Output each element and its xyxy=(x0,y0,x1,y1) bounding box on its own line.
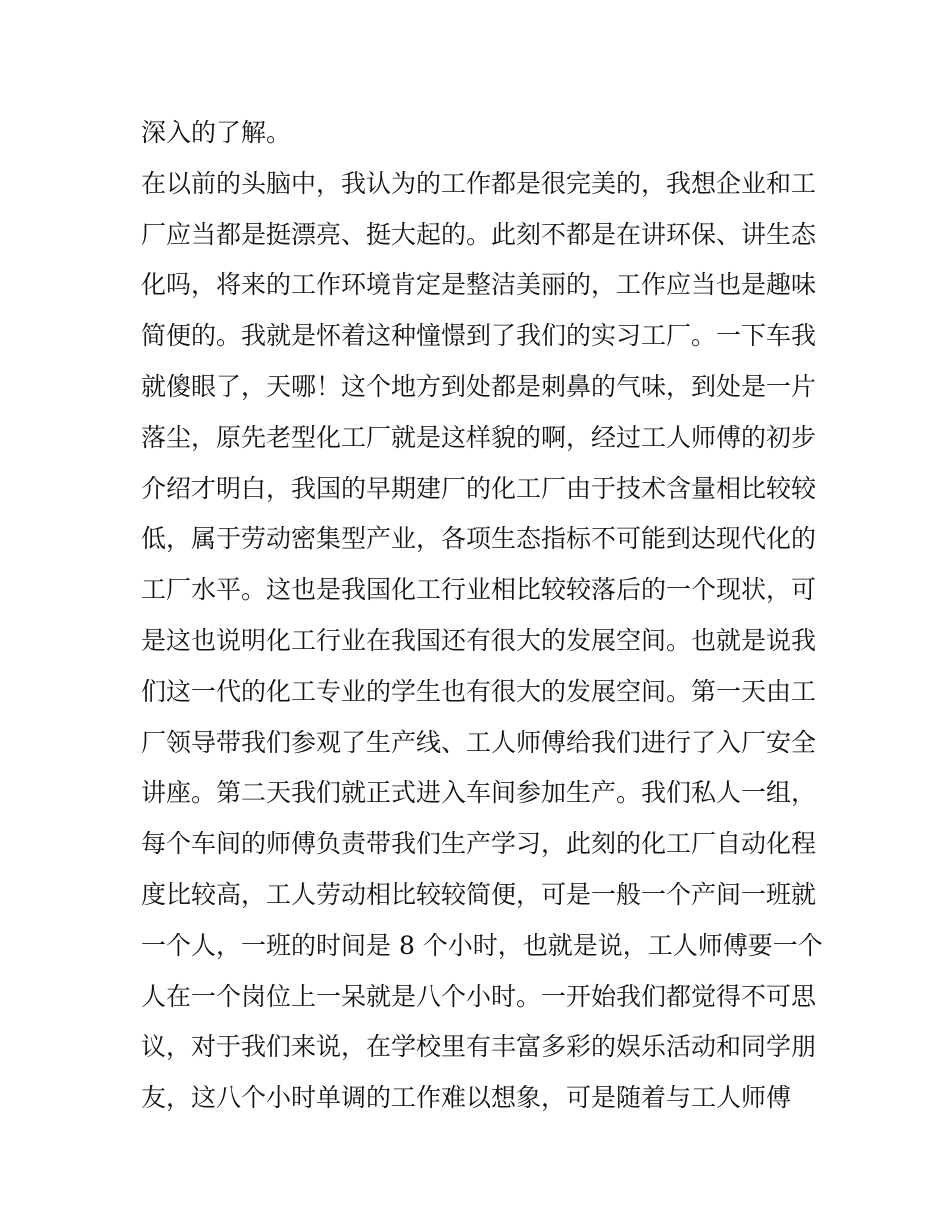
text-line: 工厂水平。这也是我国化工行业相比较较落后的一个现状，可 xyxy=(141,575,817,605)
body-text xyxy=(141,108,821,1124)
text-line: 人在一个岗位上一呆就是八个小时。一开始我们都觉得不可思 xyxy=(141,981,817,1011)
text-line: 每个车间的师傅负责带我们生产学习，此刻的化工厂自动化程 xyxy=(141,829,817,859)
text-line: 落尘，原先老型化工厂就是这样貌的啊，经过工人师傅的初步 xyxy=(141,422,817,452)
text-line: 低，属于劳动密集型产业，各项生态指标不可能到达现代化的 xyxy=(141,524,817,554)
text-line: 简便的。我就是怀着这种憧憬到了我们的实习工厂。一下车我 xyxy=(141,321,817,351)
text-line: 一个人，一班的时间是 8 个小时，也就是说，工人师傅要一个 xyxy=(141,930,823,960)
text-line: 化吗，将来的工作环境肯定是整洁美丽的，工作应当也是趣味 xyxy=(141,270,817,300)
text-line: 度比较高，工人劳动相比较较简便，可是一般一个产间一班就 xyxy=(141,879,817,909)
text-line: 厂领导带我们参观了生产线、工人师傅给我们进行了入厂安全 xyxy=(141,727,817,757)
text-line: 介绍才明白，我国的早期建厂的化工厂由于技术含量相比较较 xyxy=(141,473,817,503)
text-line: 在以前的头脑中，我认为的工作都是很完美的，我想企业和工 xyxy=(141,168,817,198)
text-line: 厂应当都是挺漂亮、挺大起的。此刻不都是在讲环保、讲生态 xyxy=(141,219,817,249)
text-line: 们这一代的化工专业的学生也有很大的发展空间。第一天由工 xyxy=(141,676,817,706)
text-line: 友，这八个小时单调的工作难以想象，可是随着与工人师傅 xyxy=(141,1083,792,1113)
text-line: 议，对于我们来说，在学校里有丰富多彩的娱乐活动和同学朋 xyxy=(141,1032,817,1062)
text-line: 就傻眼了，天哪！这个地方到处都是刺鼻的气味，到处是一片 xyxy=(141,371,817,401)
text-line: 是这也说明化工行业在我国还有很大的发展空间。也就是说我 xyxy=(141,625,817,655)
text-line: 深入的了解。 xyxy=(141,118,292,147)
text-line: 讲座。第二天我们就正式进入车间参加生产。我们私人一组， xyxy=(141,778,817,808)
